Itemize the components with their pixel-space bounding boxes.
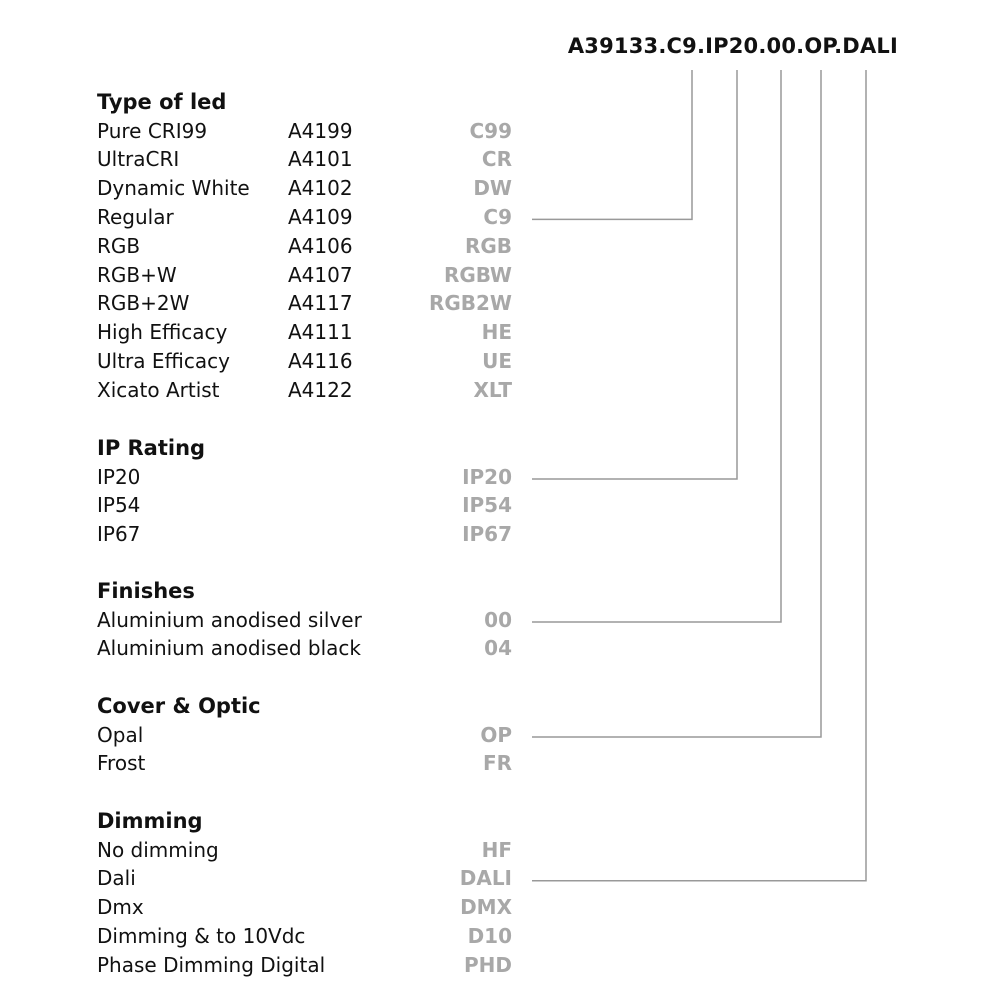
- product-code: A39133.C9.IP20.00.OP.DALI: [567, 34, 898, 58]
- option-row: [0, 119, 1000, 147]
- option-code: FR: [482, 751, 512, 776]
- section-title: Cover & Optic: [97, 694, 261, 718]
- option-code: RGBW: [443, 262, 512, 287]
- option-reference: A4101: [288, 147, 353, 172]
- option-row: [0, 608, 1000, 636]
- option-code: RGB2W: [428, 291, 512, 316]
- option-reference: A4106: [288, 233, 353, 258]
- option-row: [0, 263, 1000, 291]
- option-reference: A4102: [288, 176, 353, 201]
- option-row: [0, 176, 1000, 204]
- option-code: C99: [469, 118, 512, 143]
- option-name: Aluminium anodised silver: [97, 607, 362, 632]
- option-name: Dmx: [97, 895, 144, 920]
- option-name: Dimming & to 10Vdc: [97, 923, 306, 948]
- option-code: PHD: [464, 952, 512, 977]
- option-reference: A4199: [288, 118, 353, 143]
- option-code: D10: [467, 923, 512, 948]
- option-row: [0, 636, 1000, 664]
- section-title: Dimming: [97, 809, 203, 833]
- option-row: [0, 349, 1000, 377]
- option-row: [0, 205, 1000, 233]
- option-code: OP: [480, 722, 512, 747]
- option-row: [0, 953, 1000, 981]
- option-code: HE: [481, 320, 512, 345]
- option-code: XLT: [473, 377, 512, 402]
- option-name: No dimming: [97, 837, 219, 862]
- option-row: [0, 234, 1000, 262]
- option-code: IP54: [462, 493, 512, 518]
- option-name: Aluminium anodised black: [97, 636, 361, 661]
- option-row: [0, 895, 1000, 923]
- option-row: [0, 493, 1000, 521]
- option-name: IP67: [97, 522, 141, 547]
- option-code: DMX: [460, 895, 512, 920]
- option-name: IP20: [97, 464, 141, 489]
- option-name: Pure CRI99: [97, 118, 208, 143]
- option-name: Regular: [97, 204, 174, 229]
- option-row: [0, 320, 1000, 348]
- option-row: [0, 751, 1000, 779]
- option-reference: A4117: [288, 291, 353, 316]
- section-title: Type of led: [97, 90, 227, 114]
- option-code: CR: [481, 147, 512, 172]
- option-name: High Efficacy: [97, 320, 228, 345]
- option-name: Ultra Efficacy: [97, 348, 230, 373]
- option-code: IP20: [462, 464, 512, 489]
- option-code: RGB: [464, 233, 512, 258]
- option-row: [0, 723, 1000, 751]
- section-title: Finishes: [97, 579, 195, 603]
- option-name: Phase Dimming Digital: [97, 952, 326, 977]
- option-code: DW: [473, 176, 512, 201]
- option-row: [0, 291, 1000, 319]
- option-name: Dynamic White: [97, 176, 250, 201]
- option-code: 00: [484, 607, 512, 632]
- option-name: Frost: [97, 751, 146, 776]
- option-name: UltraCRI: [97, 147, 180, 172]
- option-name: Dali: [97, 866, 136, 891]
- option-name: RGB: [97, 233, 141, 258]
- option-name: Opal: [97, 722, 144, 747]
- option-row: [0, 465, 1000, 493]
- option-row: [0, 522, 1000, 550]
- section-title: IP Rating: [97, 436, 206, 460]
- option-code: DALI: [459, 866, 512, 891]
- option-reference: A4116: [288, 348, 353, 373]
- option-reference: A4109: [288, 204, 353, 229]
- option-reference: A4122: [288, 377, 353, 402]
- option-code: 04: [484, 636, 512, 661]
- option-row: [0, 147, 1000, 175]
- option-row: [0, 378, 1000, 406]
- option-reference: A4107: [288, 262, 353, 287]
- option-name: IP54: [97, 493, 141, 518]
- option-row: [0, 924, 1000, 952]
- option-code: IP67: [462, 522, 512, 547]
- option-row: [0, 838, 1000, 866]
- option-code: C9: [483, 204, 512, 229]
- option-name: RGB+W: [97, 262, 177, 287]
- option-code: HF: [481, 837, 512, 862]
- option-name: RGB+2W: [97, 291, 190, 316]
- option-reference: A4111: [288, 320, 353, 345]
- option-row: [0, 866, 1000, 894]
- option-code: UE: [482, 348, 512, 373]
- option-name: Xicato Artist: [97, 377, 220, 402]
